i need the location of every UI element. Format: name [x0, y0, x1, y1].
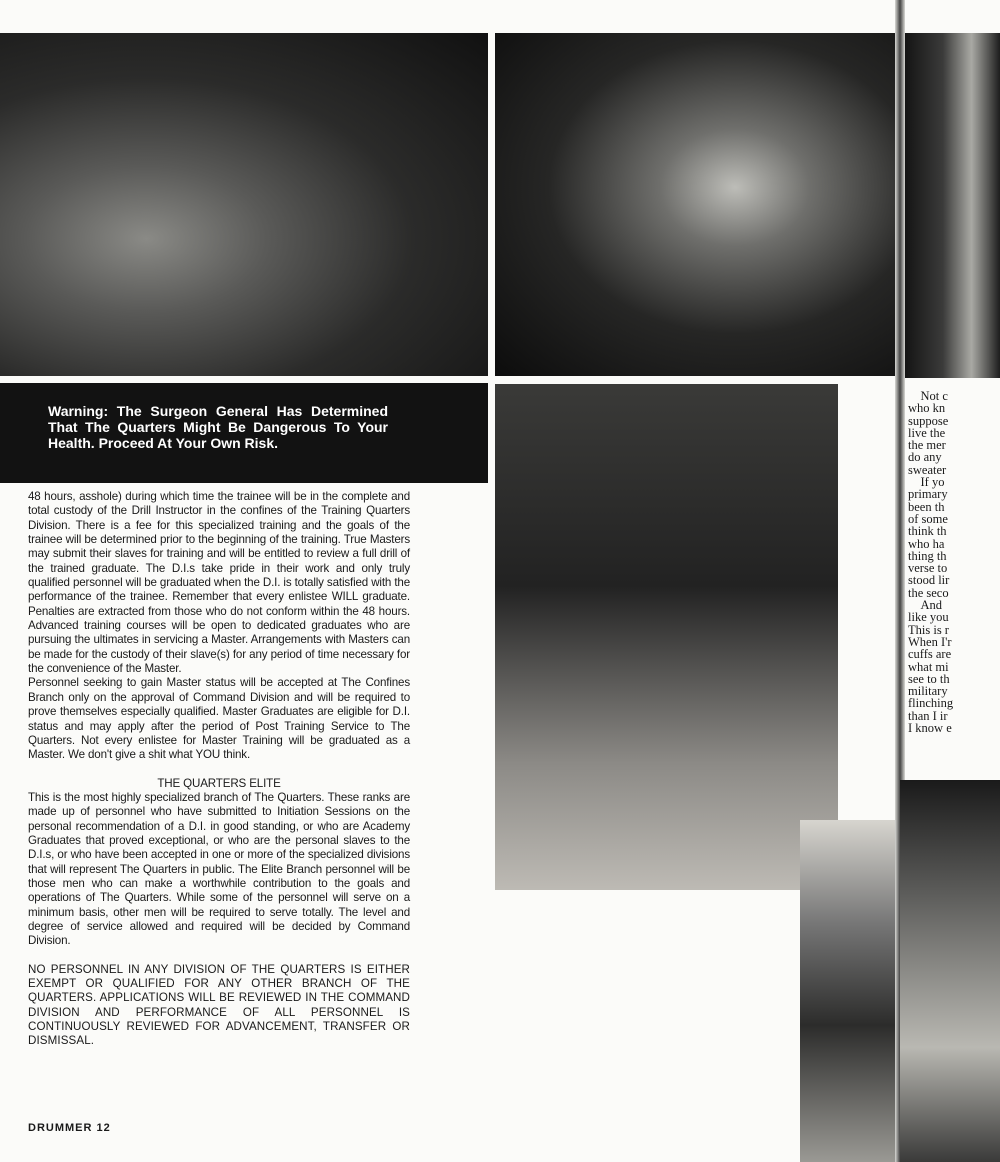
facing-page-line: cuffs are: [908, 647, 952, 662]
photo-bottom-strip: [800, 820, 895, 1162]
section-heading: THE QUARTERS ELITE: [157, 776, 281, 790]
facing-page-line: the seco: [908, 585, 949, 600]
facing-page-line: see to th: [908, 671, 950, 686]
facing-page-line: This is r: [908, 622, 949, 637]
facing-page-line: thing th: [908, 548, 947, 563]
photo-top-left: [0, 33, 488, 376]
facing-page-line: stood lir: [908, 573, 950, 588]
facing-page-line: If yo: [908, 475, 945, 490]
facing-page-line: flinching: [908, 696, 954, 711]
paragraph: This is the most highly specialized branch of The Quarters. These ranks are made up of personnel who have submitted to Initiation Sessions on the personal recommendation of a D.I. in good standing, or who are Academy Graduates that proved exceptional, or who are the personal slaves to the D.I.s, or who have been accepted in one or more of the specialized divisions that will represent The Quarters in public. The Elite Branch personnel will be those men who can make a worthwhile contribution to the goals and operations of The Quarters. While some of the personnel will serve on a minimum basis, other men will be required to serve totally. The level and degree of service allowed and required will be decided by Command Division.: [28, 790, 410, 948]
facing-page-line: sweater: [908, 462, 947, 477]
facing-page-line: primary: [908, 487, 948, 502]
article-column: [28, 490, 410, 1049]
facing-page-line: who kn: [908, 401, 946, 416]
facing-page-line: And: [908, 598, 943, 613]
paragraph: Personnel seeking to gain Master status will be accepted at The Confines Branch only on the approval of Command Division and will be required to prove themselves especially qualified. Master Graduates are eligible for D.I. status and may apply after the period of Post Training Service to The Quarters. Not every enlistee for Master Training will be graduated as a Master. We don't give a shit what YOU think.: [28, 676, 410, 762]
facing-page-line: live the: [908, 425, 946, 440]
facing-page-line: When I'r: [908, 634, 952, 649]
facing-page-text: [908, 390, 1000, 734]
facing-page-line: military: [908, 684, 948, 699]
facing-page-line: like you: [908, 610, 949, 625]
facing-page-line: verse to: [908, 561, 948, 576]
facing-page-line: think th: [908, 524, 947, 539]
paragraph-caps: NO PERSONNEL IN ANY DIVISION OF THE QUARTERS IS EITHER EXEMPT OR QUALIFIED FOR ANY OTHER BRANCH OF THE QUARTERS. APPLICATIONS WILL BE REVIEWED IN THE COMMAND DIVISION AND PERFORMANCE OF ALL PERSONNEL IS CONTINUOUSLY REVIEWED FOR ADVANCEMENT, TRANSFER OR DISMISSAL.: [28, 962, 410, 1048]
facing-page-line: the mer: [908, 438, 946, 453]
facing-page-line: suppose: [908, 413, 949, 428]
page-folio: DRUMMER 12: [28, 1122, 111, 1134]
facing-page-line: do any: [908, 450, 942, 465]
facing-page-line: of some: [908, 511, 948, 526]
photo-top-right: [495, 33, 895, 376]
photo-facing-page-bottom: [900, 780, 1000, 1162]
facing-page-line: Not c: [908, 390, 948, 403]
photo-middle-right: [495, 384, 838, 890]
facing-page-line: who ha: [908, 536, 945, 551]
paragraph: 48 hours, asshole) during which time the trainee will be in the complete and total custody of the Drill Instructor in the confines of the Training Quarters Division. There is a fee for this specialized training and the goals of the trainee will be determined prior to the beginning of the training. True Masters may submit their slaves for training and will be entitled to review a full drill of the trained graduate. The D.I.s take pride in their work and only truly qualified personnel will be graduated when the D.I. is totally satisfied with the performance of the trainee. Remember that every enlistee WILL graduate. Penalties are extracted from those who do not conform within the 48 hours. Advanced training courses will be open to dedicated graduates who are pursuing the ultimates in servicing a Master. Arrangements with Masters can be made for the custody of their slave(s) for any period of time necessary for the convenience of the Master.: [28, 490, 410, 676]
facing-page-line: I know e: [908, 721, 952, 735]
photo-facing-page-top: [905, 33, 1000, 378]
facing-page-line: been th: [908, 499, 945, 514]
warning-box: Warning: The Surgeon General Has Determined That The Quarters Might Be Dangerous To Your Health. Proceed At Your Own Risk.: [0, 383, 488, 483]
facing-page-line: than I ir: [908, 708, 948, 723]
facing-page-line: what mi: [908, 659, 949, 674]
